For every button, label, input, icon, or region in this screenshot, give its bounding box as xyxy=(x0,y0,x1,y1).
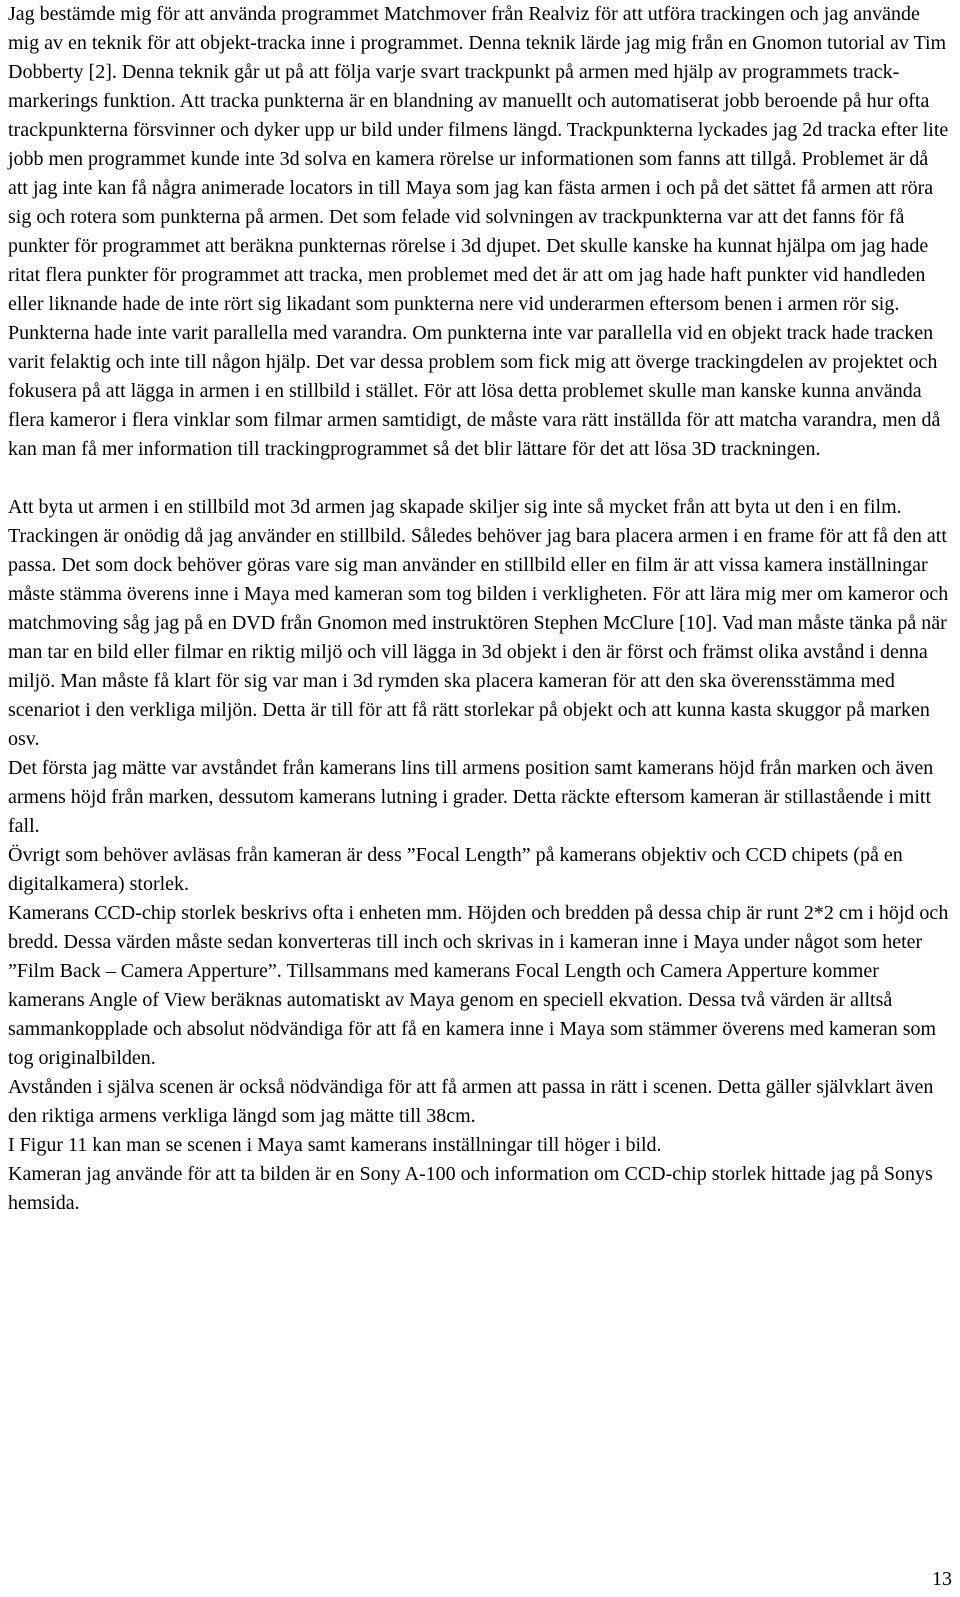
paragraph-figure-reference: I Figur 11 kan man se scenen i Maya samt kamerans inställningar till höger i bild. xyxy=(8,1134,662,1156)
paragraph-scene-distances: Avstånden i själva scenen är också nödvändiga för att få armen att passa in rätt i scenen. Detta gäller självklart även den riktiga armens verkliga längd som jag mätte till 38cm. xyxy=(8,1076,934,1127)
paragraph-still-image: Att byta ut armen i en stillbild mot 3d armen jag skapade skiljer sig inte så mycket från att byta ut den i en film. Trackingen är onödig då jag använder en stillbild. Således behöver jag bara placera armen i en frame för att få den att passa. Det som dock behöver göras vare sig man använder en stillbild eller en film är att vissa kamera inställningar måste stämma överens inne i Maya med kameran som tog bilden i verkligheten. För att lära mig mer om kameror och matchmoving såg jag på en DVD från Gnomon med instruktören Stephen McClure [10]. Vad man måste tänka på när man tar en bild eller filmar en riktig miljö och vill lägga in 3d objekt i den är först och främst olika avstånd i denna miljö. Man måste få klart för sig var man i 3d rymden ska placera kameran för att den ska överensstämma med scenariot i den verkliga miljön. Detta är till för att få rätt storlekar på objekt och att kunna kasta skuggor på marken osv. xyxy=(8,496,949,750)
document-page xyxy=(8,0,952,1218)
page-number: 13 xyxy=(932,1568,952,1590)
paragraph-ccd-chip: Kamerans CCD-chip storlek beskrivs ofta i enheten mm. Höjden och bredden på dessa chip är runt 2*2 cm i höjd och bredd. Dessa värden måste sedan konverteras till inch och skrivas in i kameran inne i Maya under något som heter ”Film Back – Camera Apperture”. Tillsammans med kamerans Focal Length och Camera Apperture kommer kamerans Angle of View beräknas automatiskt av Maya genom en speciell ekvation. Dessa två värden är alltså sammankopplade och absolut nödvändiga för att få en kamera inne i Maya som stämmer överens med kameran som tog originalbilden. xyxy=(8,902,949,1069)
paragraph-camera-info: Kameran jag använde för att ta bilden är en Sony A-100 och information om CCD-chip storlek hittade jag på Sonys hemsida. xyxy=(8,1163,933,1214)
paragraph-tracking: Jag bestämde mig för att använda programmet Matchmover från Realviz för att utföra trackingen och jag använde mig av en teknik för att objekt-tracka inne i programmet. Denna teknik lärde jag mig från en Gnomon tutorial av Tim Dobberty [2]. Denna teknik går ut på att följa varje svart trackpunkt på armen med hjälp av programmets track-markerings funktion. Att tracka punkterna är en blandning av manuellt och automatiserat jobb beroende på hur ofta trackpunkterna försvinner och dyker upp ur bild under filmens längd. Trackpunkterna lyckades jag 2d tracka efter lite jobb men programmet kunde inte 3d solva en kamera rörelse ur informationen som fanns att tillgå. Problemet är då att jag inte kan få några animerade locators in till Maya som jag kan fästa armen i och på det sättet få armen att röra sig och rotera som punkterna på armen. Det som felade vid solvningen av trackpunkterna var att det fanns för få punkter för programmet att beräkna punkternas rörelse i 3d djupet. Det skulle kanske ha kunnat hjälpa om jag hade ritat flera punkter för programmet att tracka, men problemet med det är att om jag hade haft punkter vid handleden eller liknande hade de inte rört sig likadant som punkterna nere vid underarmen eftersom benen i armen rör sig. Punkterna hade inte varit parallella med varandra. Om punkterna inte var parallella vid en objekt track hade tracken varit felaktig och inte till någon hjälp. Det var dessa problem som fick mig att överge trackingdelen av projektet och fokusera på att lägga in armen i en stillbild i stället. För att lösa detta problemet skulle man kanske kunna använda flera kameror i flera vinklar som filmar armen samtidigt, de måste vara rätt inställda för att matcha varandra, men då kan man få mer information till trackingprogrammet så det blir lättare för det att lösa 3D trackningen. xyxy=(8,3,949,460)
paragraph-focal-length: Övrigt som behöver avläsas från kameran är dess ”Focal Length” på kamerans objektiv och CCD chipets (på en digitalkamera) storlek. xyxy=(8,844,903,895)
paragraph-measurements: Det första jag mätte var avståndet från kamerans lins till armens position samt kamerans höjd från marken och även armens höjd från marken, dessutom kamerans lutning i grader. Detta räckte eftersom kameran är stillastående i mitt fall. xyxy=(8,757,934,837)
